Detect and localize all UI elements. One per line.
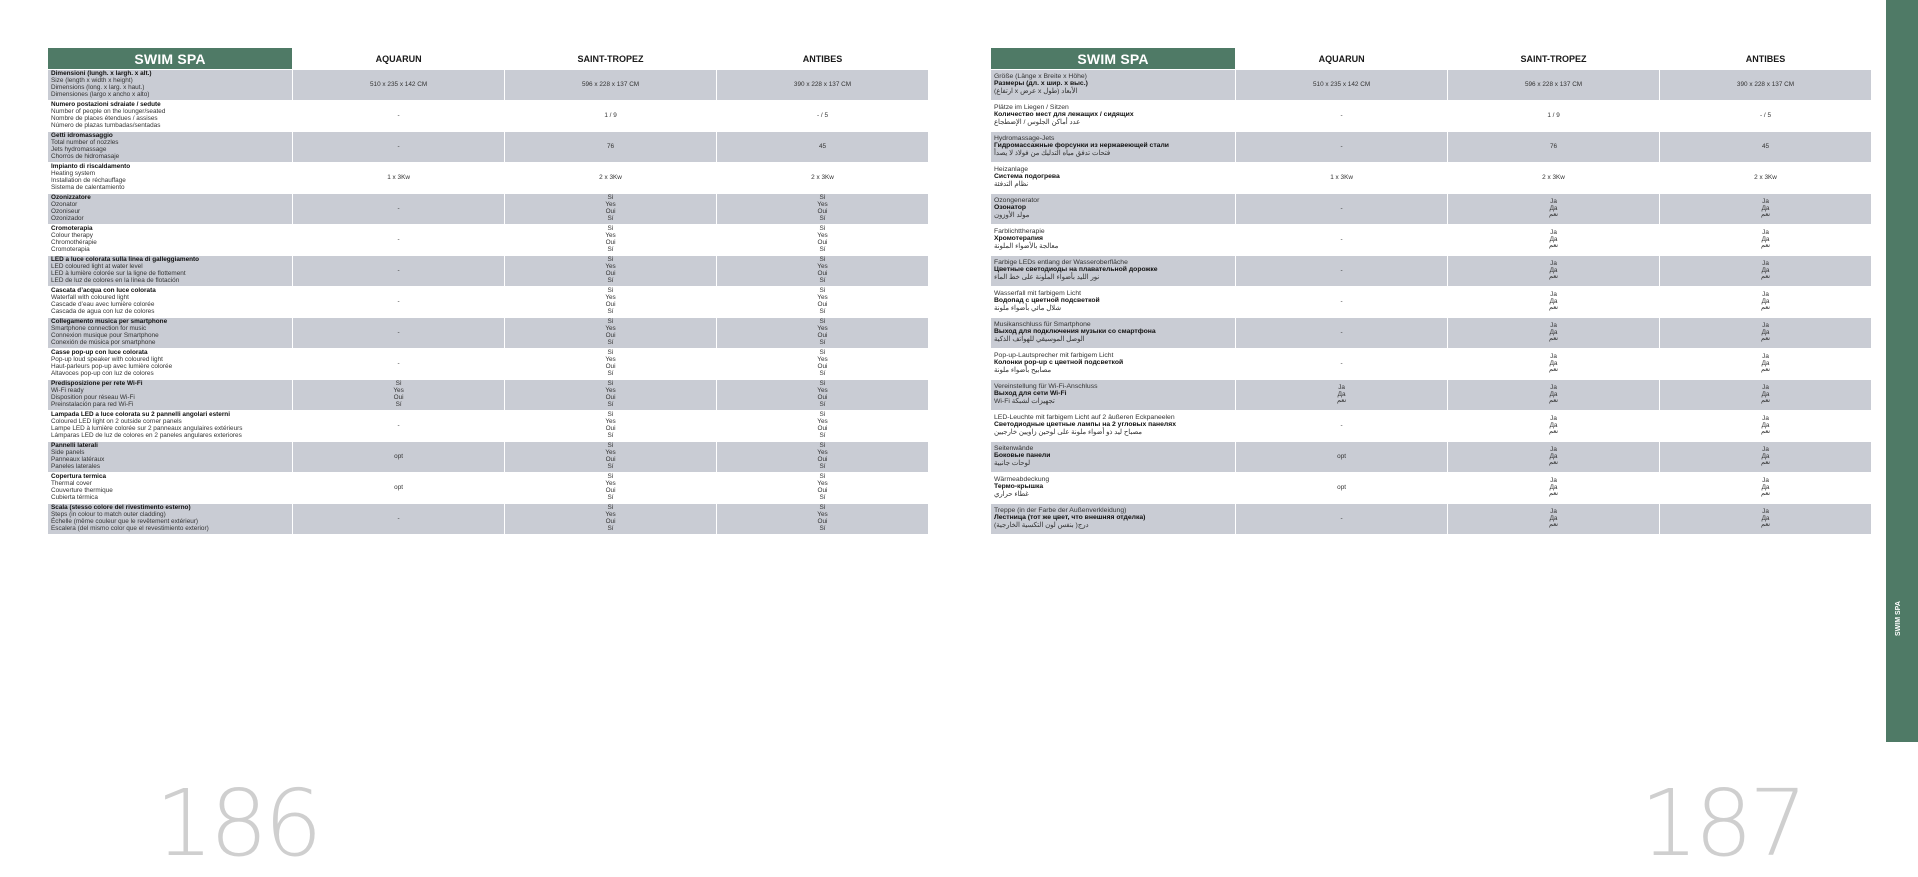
row-label — [991, 131, 1235, 162]
row-label-line: Casse pop-up con luce colorata — [51, 349, 148, 357]
row-label-line: Größe (Länge x Breite x Höhe) — [994, 73, 1087, 81]
row-label-line: Couverture thermique — [51, 487, 113, 494]
row-label-line: Steps (in colour to match outer cladding) — [51, 511, 166, 519]
value-cell: 45 — [1660, 131, 1871, 162]
page-number-left: 186 — [155, 770, 319, 877]
table-row — [48, 286, 928, 317]
value-cell: Sì Yes Oui Sí — [505, 255, 716, 286]
row-label-line: Farblichttherapie — [994, 228, 1045, 236]
row-label-line: LED coloured light at water level — [51, 263, 143, 271]
value-cell: 596 x 228 x 137 CM — [1448, 69, 1659, 100]
row-label-line: Ozoniseur — [51, 208, 81, 215]
value-cell: Ja Да نعم — [1660, 317, 1871, 348]
row-label — [48, 69, 292, 100]
value-cell: opt — [1236, 441, 1447, 472]
table-header-row — [991, 48, 1871, 69]
row-label-line: الأبعاد (طول x عرض x ارتفاع) — [994, 87, 1078, 95]
table-row — [48, 441, 928, 472]
value-cell: Sì Yes Oui Sí — [717, 379, 928, 410]
row-label — [991, 472, 1235, 503]
row-label — [991, 348, 1235, 379]
row-label-line: Farbige LEDs entlang der Wasseroberfläche — [994, 259, 1128, 267]
value-cell: Ja Да نعم — [1448, 286, 1659, 317]
row-label — [991, 286, 1235, 317]
row-label-line: Altavoces pop-up con luz de colores — [51, 369, 154, 377]
row-label — [48, 224, 292, 255]
row-label-line: Treppe (in der Farbe der Außenverkleidung) — [994, 507, 1127, 515]
value-cell: - — [1236, 131, 1447, 162]
row-label-line: Total number of nozzles — [51, 139, 119, 147]
value-cell: - — [293, 410, 504, 441]
row-label-line: Ozonizador — [51, 214, 84, 222]
row-label-line: Échelle (même couleur que le revêtement extérieur) — [51, 518, 199, 525]
row-label — [991, 317, 1235, 348]
row-label-line: Smartphone connection for music — [51, 325, 147, 333]
table-row — [48, 410, 928, 441]
row-label-line: Numero postazioni sdraiate / sedute — [51, 101, 161, 109]
row-label-line: معالجة بالأضواء الملونة — [994, 242, 1059, 250]
row-label-line: Размеры (дл. x шир. x выс.) — [994, 80, 1088, 87]
row-label-line: Dimensioni (lungh. x largh. x alt.) — [51, 70, 152, 78]
row-label-line: Хромотерапия — [994, 235, 1043, 242]
table-row — [48, 100, 928, 131]
row-label — [991, 100, 1235, 131]
table-row — [48, 348, 928, 379]
row-label — [48, 100, 292, 131]
row-label-line: Cascada de agua con luz de colores — [51, 307, 155, 315]
row-label-line: الوصل الموسيقي للهواتف الذكية — [994, 335, 1085, 343]
row-label — [48, 286, 292, 317]
row-label-line: Ozonator — [51, 201, 78, 209]
table-row — [991, 69, 1871, 100]
value-cell: Sì Yes Oui Sí — [717, 317, 928, 348]
value-cell: Sì Yes Oui Sí — [505, 410, 716, 441]
table-row — [991, 255, 1871, 286]
value-cell: Sì Yes Oui Sí — [505, 286, 716, 317]
value-cell: - — [1236, 348, 1447, 379]
row-label-line: نظام التدفئة — [994, 180, 1029, 188]
row-label-line: Гидромассажные форсунки из нержавеющей стали — [994, 142, 1169, 149]
brand-header: SWIM SPA — [48, 48, 292, 69]
value-cell: Sì Yes Oui Sí — [505, 379, 716, 410]
row-label-line: Lampada LED a luce colorata su 2 pannelli angolari esterni — [51, 411, 230, 419]
value-cell: 76 — [1448, 131, 1659, 162]
row-label-line: Lampe LED à lumière colorée sur 2 panneaux angulaires extérieurs — [51, 425, 243, 432]
value-cell: 390 x 228 x 137 CM — [717, 69, 928, 100]
row-label-line: Chromothérapie — [51, 239, 97, 246]
value-cell: Sì Yes Oui Sí — [717, 410, 928, 441]
row-label-line: Wi-Fi تجهيزات لشبكة — [994, 397, 1055, 405]
row-label-line: Cascade d’eau avec lumière colorée — [51, 301, 155, 308]
value-cell: - — [1236, 100, 1447, 131]
table-row — [48, 472, 928, 503]
row-label-line: Paneles laterales — [51, 462, 101, 470]
table-row — [48, 317, 928, 348]
row-label-line: Predisposizione per rete Wi-Fi — [51, 380, 143, 388]
table-body — [48, 69, 928, 534]
value-cell: Ja Да نعم — [1660, 410, 1871, 441]
row-label — [48, 503, 292, 534]
value-cell: Ja Да نعم — [1660, 193, 1871, 224]
row-label-line: Pop-up loud speaker with coloured light — [51, 356, 163, 364]
value-cell: - — [293, 224, 504, 255]
row-label-line: Sistema de calentamiento — [51, 183, 125, 191]
side-tab — [1886, 0, 1918, 742]
value-cell: 2 x 3Kw — [1448, 162, 1659, 193]
value-cell: Ja Да نعم — [1660, 348, 1871, 379]
row-label — [48, 162, 292, 193]
row-label-line: Ozonizzatore — [51, 194, 91, 202]
row-label-line: Musikanschluss für Smartphone — [994, 321, 1091, 329]
value-cell: Ja Да نعم — [1660, 224, 1871, 255]
row-label — [991, 441, 1235, 472]
row-label-line: Haut-parleurs pop-up avec lumière colorée — [51, 363, 173, 370]
value-cell: Ja Да نعم — [1448, 317, 1659, 348]
row-label-line: Выход для подключения музыки со смартфона — [994, 328, 1156, 335]
row-label — [991, 379, 1235, 410]
row-label-line: مصباح ليد ذو أضواء ملونة على لوحين زاويين خارجيين — [994, 428, 1142, 436]
value-cell: Sì Yes Oui Sí — [505, 224, 716, 255]
brand-header: SWIM SPA — [991, 48, 1235, 69]
value-cell: - — [1236, 503, 1447, 534]
row-label-line: Vereinstellung für Wi-Fi-Anschluss — [994, 383, 1098, 391]
row-label — [991, 162, 1235, 193]
table-row — [991, 286, 1871, 317]
row-label-line: Pop-up-Lautsprecher mit farbigem Licht — [994, 352, 1114, 360]
value-cell: Sì Yes Oui Sí — [505, 441, 716, 472]
column-header-saint-tropez: SAINT-TROPEZ — [1520, 53, 1587, 64]
row-label-line: Número de plazas tumbadas/sentadas — [51, 121, 161, 129]
row-label — [991, 503, 1235, 534]
row-label-line: Cubierta térmica — [51, 493, 98, 501]
value-cell: Ja Да نعم — [1448, 224, 1659, 255]
value-cell: Sì Yes Oui Sí — [505, 193, 716, 224]
value-cell: 45 — [717, 131, 928, 162]
row-label-line: لوحات جانبية — [994, 459, 1031, 467]
value-cell: Sì Yes Oui Sí — [717, 224, 928, 255]
column-header-aquarun: AQUARUN — [375, 53, 422, 64]
row-label-line: عدد أماكن الجلوس / الإضطجاع — [994, 118, 1081, 126]
table-body — [991, 69, 1871, 534]
value-cell: 390 x 228 x 137 CM — [1660, 69, 1871, 100]
row-label-line: LED à lumière colorée sur la ligne de flottement — [51, 270, 186, 277]
value-cell: Sì Yes Oui Sí — [293, 379, 504, 410]
value-cell: Sì Yes Oui Sí — [505, 472, 716, 503]
row-label-line: Copertura termica — [51, 473, 107, 481]
table-row — [48, 379, 928, 410]
row-label-line: Conexión de música por smartphone — [51, 338, 156, 346]
table-row — [991, 193, 1871, 224]
value-cell: - — [293, 286, 504, 317]
row-label-line: Getti idromassaggio — [51, 132, 113, 140]
row-label — [991, 69, 1235, 100]
row-label-line: Cromoterapia — [51, 245, 90, 253]
row-label-line: Светодиодные цветные лампы на 2 угловых панелях — [994, 421, 1176, 428]
value-cell: 596 x 228 x 137 CM — [505, 69, 716, 100]
row-label — [48, 379, 292, 410]
row-label-line: Cromoterapia — [51, 225, 93, 233]
table-row — [48, 224, 928, 255]
value-cell: Ja Да نعم — [1448, 503, 1659, 534]
value-cell: 2 x 3Kw — [717, 162, 928, 193]
column-header-antibes: ANTIBES — [1745, 53, 1786, 64]
table-row — [991, 162, 1871, 193]
value-cell: - — [1236, 255, 1447, 286]
value-cell: 1 / 9 — [1448, 100, 1659, 131]
row-label-line: Jets hydromassage — [51, 146, 107, 153]
row-label — [48, 255, 292, 286]
row-label-line: Wärmeabdeckung — [994, 476, 1050, 484]
row-label — [48, 472, 292, 503]
table-row — [991, 131, 1871, 162]
row-label-line: Термо-крышка — [994, 483, 1044, 490]
specs-table-left — [47, 48, 929, 534]
table-row — [991, 224, 1871, 255]
row-label-line: مصابيح بأضواء ملونة — [994, 366, 1051, 374]
table-row — [991, 410, 1871, 441]
row-label-line: Thermal cover — [51, 480, 92, 488]
row-label — [48, 441, 292, 472]
row-label-line: غطاء حراري — [994, 490, 1029, 498]
table-row — [991, 379, 1871, 410]
value-cell: - / 5 — [717, 100, 928, 131]
row-label-line: Installation de réchauffage — [51, 177, 126, 184]
value-cell: 2 x 3Kw — [505, 162, 716, 193]
row-label-line: Wasserfall mit farbigem Licht — [994, 290, 1081, 298]
value-cell: - — [293, 503, 504, 534]
value-cell: 510 x 235 x 142 CM — [293, 69, 504, 100]
row-label-line: Seitenwände — [994, 445, 1034, 453]
value-cell: Sì Yes Oui Sí — [505, 503, 716, 534]
value-cell: Ja Да نعم — [1448, 193, 1659, 224]
row-label-line: فتحات تدفق مياه التدليك من فولاذ لا يصدأ — [994, 149, 1111, 157]
value-cell: opt — [1236, 472, 1447, 503]
value-cell: Ja Да نعم — [1448, 472, 1659, 503]
table-row — [48, 131, 928, 162]
row-label-line: Escalera (del mismo color que el revestimiento exterior) — [51, 524, 209, 532]
row-label-line: Водопад с цветной подсветкой — [994, 297, 1100, 304]
row-label — [991, 410, 1235, 441]
table-row — [991, 317, 1871, 348]
row-label-line: Hydromassage-Jets — [994, 135, 1055, 143]
value-cell: - — [293, 193, 504, 224]
row-label-line: Колонки pop-up с цветной подсветкой — [994, 359, 1124, 366]
row-label-line: Disposition pour réseau Wi-Fi — [51, 394, 135, 401]
row-label-line: Система подогрева — [994, 173, 1060, 180]
value-cell: Sì Yes Oui Sí — [717, 503, 928, 534]
row-label-line: Lámparas LED de luz de colores en 2 paneles angulares exteriores — [51, 431, 242, 439]
row-label-line: LED a luce colorata sulla linea di galleggiamento — [51, 256, 200, 264]
row-label-line: Number of people on the lounger/seated — [51, 108, 166, 116]
row-label-line: Heating system — [51, 170, 96, 178]
row-label-line: Coloured LED light on 2 outside corner panels — [51, 418, 182, 426]
value-cell: 1 / 9 — [505, 100, 716, 131]
value-cell: - — [1236, 286, 1447, 317]
side-tab-label: SWIM SPA — [1895, 601, 1902, 636]
value-cell: Ja Да نعم — [1660, 441, 1871, 472]
row-label-line: Лестница (тот же цвет, что внешняя отделка) — [994, 514, 1146, 521]
row-label-line: نور الليد بأضواء الملونة على خط الماء — [994, 273, 1100, 281]
row-label-line: Scala (stesso colore del rivestimento esterno) — [51, 504, 191, 512]
value-cell: 76 — [505, 131, 716, 162]
value-cell: Ja Да نعم — [1236, 379, 1447, 410]
value-cell: 2 x 3Kw — [1660, 162, 1871, 193]
row-label-line: Боковые панели — [994, 452, 1051, 459]
value-cell: Ja Да نعم — [1660, 472, 1871, 503]
row-label — [48, 348, 292, 379]
value-cell: Sì Yes Oui Sí — [717, 286, 928, 317]
value-cell: Sì Yes Oui Sí — [717, 255, 928, 286]
value-cell: - — [293, 255, 504, 286]
row-label-line: Озонатор — [994, 204, 1027, 211]
table-row — [991, 503, 1871, 534]
value-cell: 1 x 3Kw — [293, 162, 504, 193]
value-cell: Ja Да نعم — [1660, 286, 1871, 317]
value-cell: Sì Yes Oui Sí — [717, 193, 928, 224]
row-label-line: Colour therapy — [51, 232, 93, 240]
value-cell: - — [293, 348, 504, 379]
row-label-line: مولد الأوزون — [994, 211, 1030, 219]
table-row — [48, 162, 928, 193]
row-label-line: شلال مائي بأضواء ملونة — [994, 304, 1061, 312]
row-label-line: Connexion musique pour Smartphone — [51, 332, 159, 339]
value-cell: Sì Yes Oui Sí — [505, 317, 716, 348]
row-label-line: Cascata d’acqua con luce colorata — [51, 287, 156, 295]
value-cell: Sì Yes Oui Sí — [717, 441, 928, 472]
value-cell: - — [1236, 193, 1447, 224]
table-row — [48, 69, 928, 100]
value-cell: 1 x 3Kw — [1236, 162, 1447, 193]
row-label-line: Collegamento musica per smartphone — [51, 318, 168, 326]
row-label — [48, 317, 292, 348]
row-label-line: Heizanlage — [994, 166, 1029, 174]
row-label-line: Количество мест для лежащих / сидящих — [994, 111, 1134, 118]
value-cell: Ja Да نعم — [1448, 379, 1659, 410]
row-label — [991, 224, 1235, 255]
value-cell: Ja Да نعم — [1660, 255, 1871, 286]
table-row — [48, 503, 928, 534]
row-label — [48, 410, 292, 441]
row-label-line: Preinstalación para red Wi-Fi — [51, 400, 134, 408]
table-header-row — [48, 48, 928, 69]
row-label-line: Dimensiones (largo x ancho x alto) — [51, 90, 150, 98]
value-cell: - — [1236, 410, 1447, 441]
value-cell: opt — [293, 441, 504, 472]
specs-table-right — [990, 48, 1872, 534]
row-label-line: Side panels — [51, 449, 85, 457]
value-cell: Sì Yes Oui Sí — [717, 348, 928, 379]
value-cell: Ja Да نعم — [1660, 503, 1871, 534]
row-label — [48, 131, 292, 162]
table-row — [48, 193, 928, 224]
table-row — [991, 100, 1871, 131]
value-cell: 510 x 235 x 142 CM — [1236, 69, 1447, 100]
value-cell: - — [293, 131, 504, 162]
value-cell: - — [1236, 224, 1447, 255]
row-label-line: Pannelli laterali — [51, 442, 98, 450]
row-label-line: Impianto di riscaldamento — [51, 163, 131, 171]
value-cell: - — [293, 317, 504, 348]
row-label-line: Plätze im Liegen / Sitzen — [994, 104, 1069, 112]
page-number-right: 187 — [1640, 770, 1804, 877]
row-label-line: درج( بنفس لون التكسية الخارجية) — [994, 521, 1089, 529]
table-row — [991, 472, 1871, 503]
value-cell: Ja Да نعم — [1448, 348, 1659, 379]
row-label-line: Цветные светодиоды на плавательной дорожке — [994, 266, 1158, 273]
value-cell: Ja Да نعم — [1448, 255, 1659, 286]
row-label-line: Ozongenerator — [994, 197, 1040, 205]
row-label-line: Chorros de hidromasaje — [51, 152, 120, 160]
value-cell: Ja Да نعم — [1448, 441, 1659, 472]
table-row — [991, 441, 1871, 472]
value-cell: Sì Yes Oui Sí — [505, 348, 716, 379]
row-label-line: Waterfall with coloured light — [51, 294, 129, 302]
column-header-aquarun: AQUARUN — [1318, 53, 1365, 64]
column-header-saint-tropez: SAINT-TROPEZ — [577, 53, 644, 64]
row-label — [991, 255, 1235, 286]
row-label-line: LED-Leuchte mit farbigem Licht auf 2 äußeren Eckpaneelen — [994, 414, 1175, 422]
row-label-line: Size (length x width x height) — [51, 77, 133, 85]
row-label — [991, 193, 1235, 224]
value-cell: Ja Да نعم — [1448, 410, 1659, 441]
row-label-line: Выход для сети Wi-Fi — [994, 390, 1067, 397]
row-label-line: LED de luz de colores en la línea de flotación — [51, 276, 180, 284]
value-cell: - / 5 — [1660, 100, 1871, 131]
table-row — [48, 255, 928, 286]
row-label-line: Dimensions (long. x larg. x haut.) — [51, 84, 145, 91]
row-label-line: Nombre de places étendues / assises — [51, 115, 158, 122]
value-cell: Sì Yes Oui Sí — [717, 472, 928, 503]
value-cell: - — [293, 100, 504, 131]
value-cell: opt — [293, 472, 504, 503]
row-label — [48, 193, 292, 224]
table-row — [991, 348, 1871, 379]
row-label-line: Wi-Fi ready — [51, 387, 84, 395]
column-header-antibes: ANTIBES — [802, 53, 843, 64]
row-label-line: Panneaux latéraux — [51, 456, 105, 463]
value-cell: - — [1236, 317, 1447, 348]
value-cell: Ja Да نعم — [1660, 379, 1871, 410]
